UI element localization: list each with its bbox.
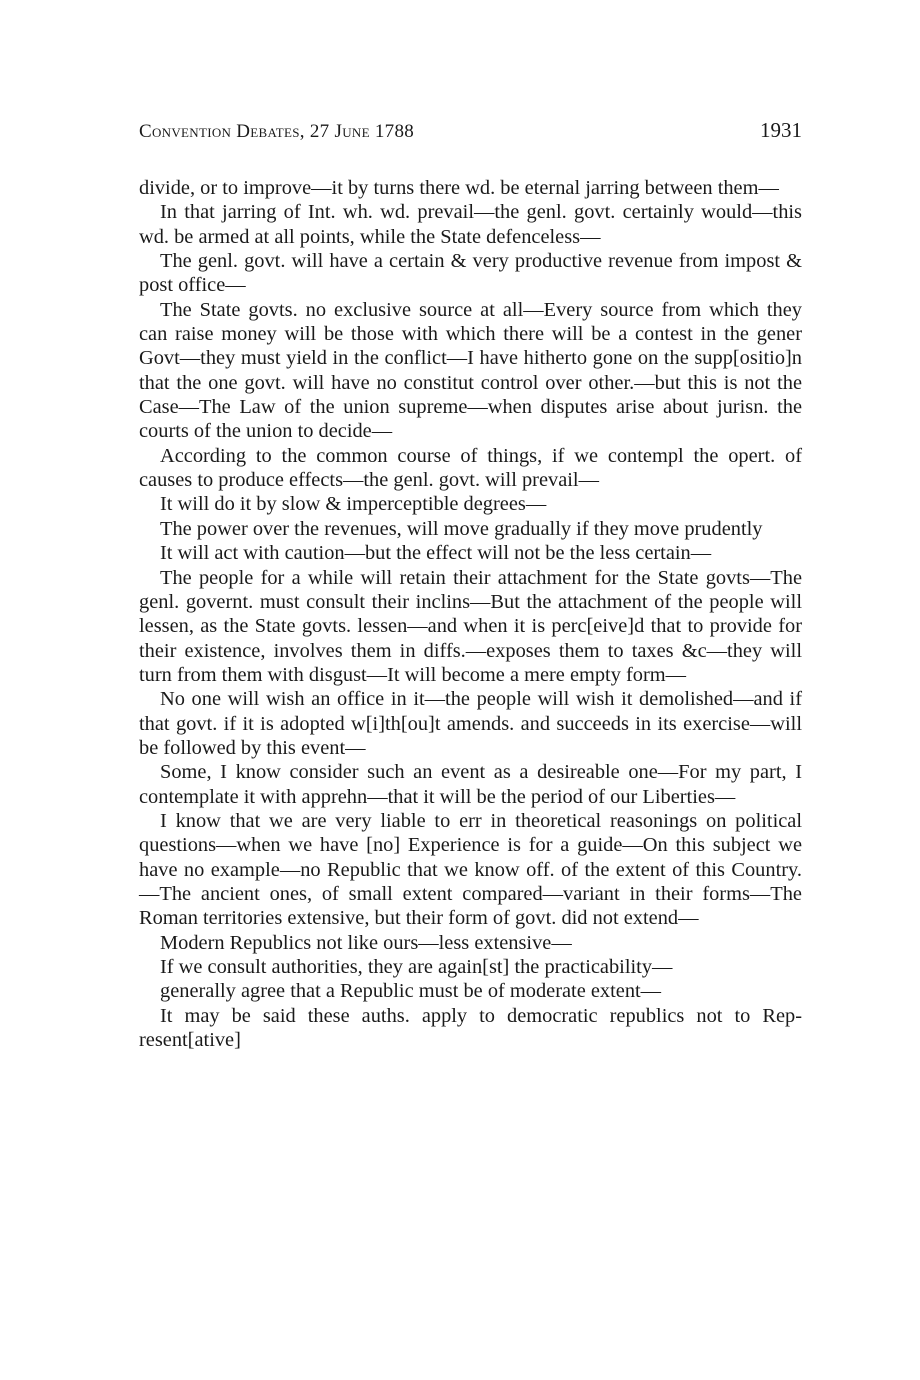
body-text — [139, 176, 802, 1052]
paragraph: It will do it by slow & imperceptible degrees— — [160, 493, 547, 516]
paragraph: The power over the revenues, will move gradually if they move prudently — [160, 517, 763, 540]
paragraph: According to the common course of things, if we contempl the opert. of causes to produce effects—the genl. govt. will prevail— — [139, 444, 802, 492]
paragraph: Some, I know consider such an event as a desireable one—For my part, I contemplate it with apprehn—that it will be the period of our Liberties— — [139, 761, 802, 808]
document-page — [139, 118, 802, 1052]
paragraph: No one will wish an office in it—the people will wish it demolished—and if that govt. if it is adopted w[i]th[ou]t amends. and succeeds in its exercise—will be followed by this event— — [139, 688, 802, 759]
paragraph: I know that we are very liable to err in theoretical reasonings on political questions—when we have [no] Experience is for a guide—On this subject we have no example—no Republic that we know off. of the extent of this Country.—The ancient ones, of small extent compared—variant in their forms—The Roman territories extensive, but their form of govt. did not extend— — [139, 809, 802, 930]
page-number: 1931 — [760, 118, 802, 142]
running-head — [139, 118, 802, 158]
paragraph: The State govts. no exclusive source at all—Every source from which they can raise money will be those with which there will be a contest in the gener Govt—they must yield in the conflict—I have hitherto gone on the supp[ositio]n that the one govt. will have no constitut control over other.—but this is not the Case—The Law of the union supreme—when disputes arise about jurisn. the courts of the union to decide— — [139, 298, 802, 443]
paragraph: It may be said these auths. apply to democratic republics not to Represent[ative] — [139, 1004, 802, 1052]
paragraph: generally agree that a Republic must be of moderate extent— — [160, 980, 662, 1003]
paragraph: Modern Republics not like ours—less extensive— — [160, 931, 572, 954]
running-head-title: Convention Debates, 27 June 1788 — [139, 121, 415, 142]
paragraph: If we consult authorities, they are again[st] the practicability— — [160, 956, 673, 978]
paragraph: It will act with caution—but the effect will not be the less certain— — [160, 542, 712, 565]
paragraph: The genl. govt. will have a certain & very productive revenue from impost & post office— — [139, 250, 802, 297]
paragraph: The people for a while will retain their attachment for the State govts—The genl. governt. must consult their inclins—But the attachment of the people will lessen, as the State govts. lessen—and when it is perc[eive]d that to provide for their existence, involves them in diffs.—exposes them to taxes &c—they will turn from them with disgust—It will become a mere empty form— — [139, 566, 802, 686]
paragraph: divide, or to improve—it by turns there wd. be eternal jarring between them— — [139, 177, 779, 199]
paragraph: In that jarring of Int. wh. wd. prevail—the genl. govt. certainly would—this wd. be armed at all points, while the State defenceless— — [139, 201, 802, 248]
